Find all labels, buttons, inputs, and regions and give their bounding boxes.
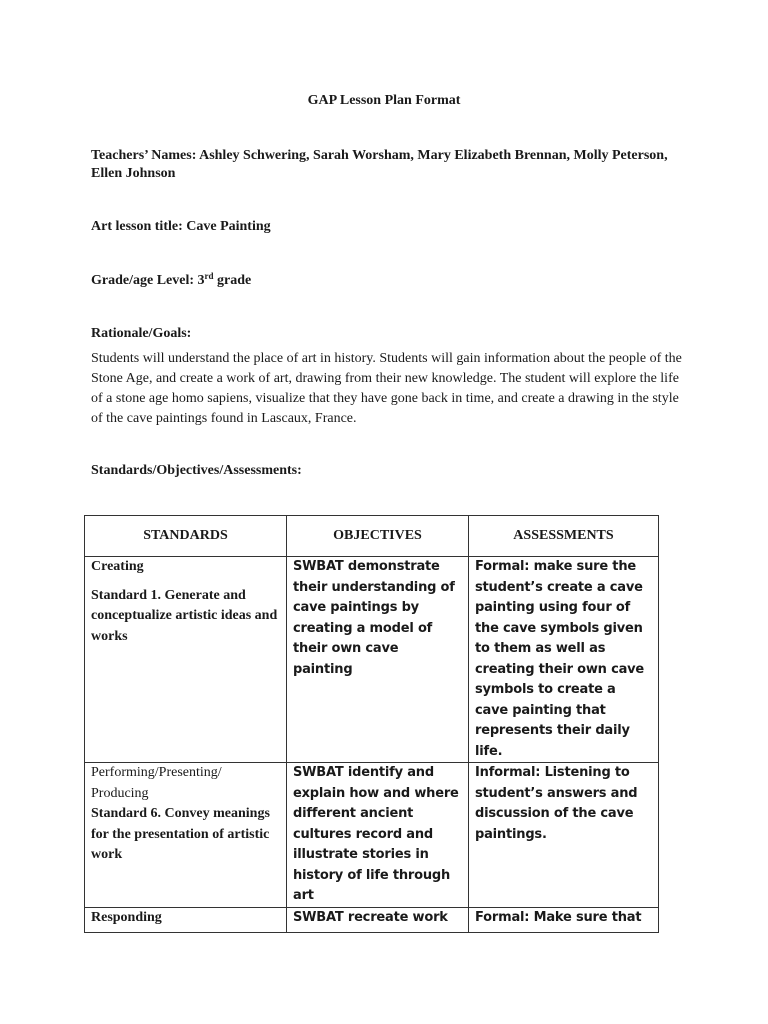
assessment-cell: Formal: make sure the student’s create a cave painting using four of the cave symbols given to them as well as creating their own cave symbols to create a cave painting that represents their daily life.	[469, 557, 659, 763]
header-objectives: OBJECTIVES	[287, 516, 469, 557]
header-assessments: ASSESSMENTS	[469, 516, 659, 557]
objective-cell: SWBAT demonstrate their understanding of cave paintings by creating a model of their own cave painting	[287, 557, 469, 763]
art-lesson-title: Art lesson title: Cave Painting	[91, 219, 271, 234]
document-title: GAP Lesson Plan Format	[307, 93, 461, 108]
grade-prefix: Grade/age Level: 3	[91, 273, 205, 288]
grade-suffix: grade	[213, 273, 252, 288]
standards-cell	[85, 907, 287, 932]
table-row	[85, 907, 659, 932]
grade-superscript: rd	[204, 271, 214, 281]
teachers-names-line-1: Teachers’ Names: Ashley Schwering, Sarah Worsham, Mary Elizabeth Brennan, Molly Peterson,	[91, 148, 668, 163]
rationale-text: Students will understand the place of art in history. Students will gain information about the people of the Stone Age, and create a work of art, drawing from their new knowledge. The student will explore the life of a stone age homo sapiens, visualize that they have gone back in time, and create a drawing in the style of the cave paintings found in Lascaux, France.	[91, 351, 682, 426]
standard-text: Standard 6. Convey meanings for the presentation of artistic work	[91, 806, 270, 862]
standards-heading: Standards/Objectives/Assessments:	[91, 463, 302, 478]
assessment-cell: Informal: Listening to student’s answers and discussion of the cave paintings.	[469, 763, 659, 908]
table-row	[85, 557, 659, 763]
standards-table	[84, 515, 659, 933]
standards-cell	[85, 557, 287, 763]
standards-cell	[85, 763, 287, 908]
standard-text: Standard 1. Generate and conceptualize artistic ideas and works	[91, 587, 278, 644]
assessment-cell: Formal: Make sure that	[469, 907, 659, 932]
domain-label: Creating	[91, 559, 144, 574]
objective-cell: SWBAT identify and explain how and where different ancient cultures record and illustrate stories in history of life through art	[287, 763, 469, 908]
domain-label: Performing/Presenting/ Producing	[91, 765, 222, 801]
objective-cell: SWBAT recreate work	[287, 907, 469, 932]
teachers-names-line-2: Ellen Johnson	[91, 166, 176, 181]
header-standards: STANDARDS	[85, 516, 287, 557]
domain-label: Responding	[91, 909, 162, 925]
rationale-heading: Rationale/Goals:	[91, 326, 192, 341]
table-header-row	[85, 516, 659, 557]
grade-level	[91, 271, 691, 291]
table-row	[85, 763, 659, 908]
